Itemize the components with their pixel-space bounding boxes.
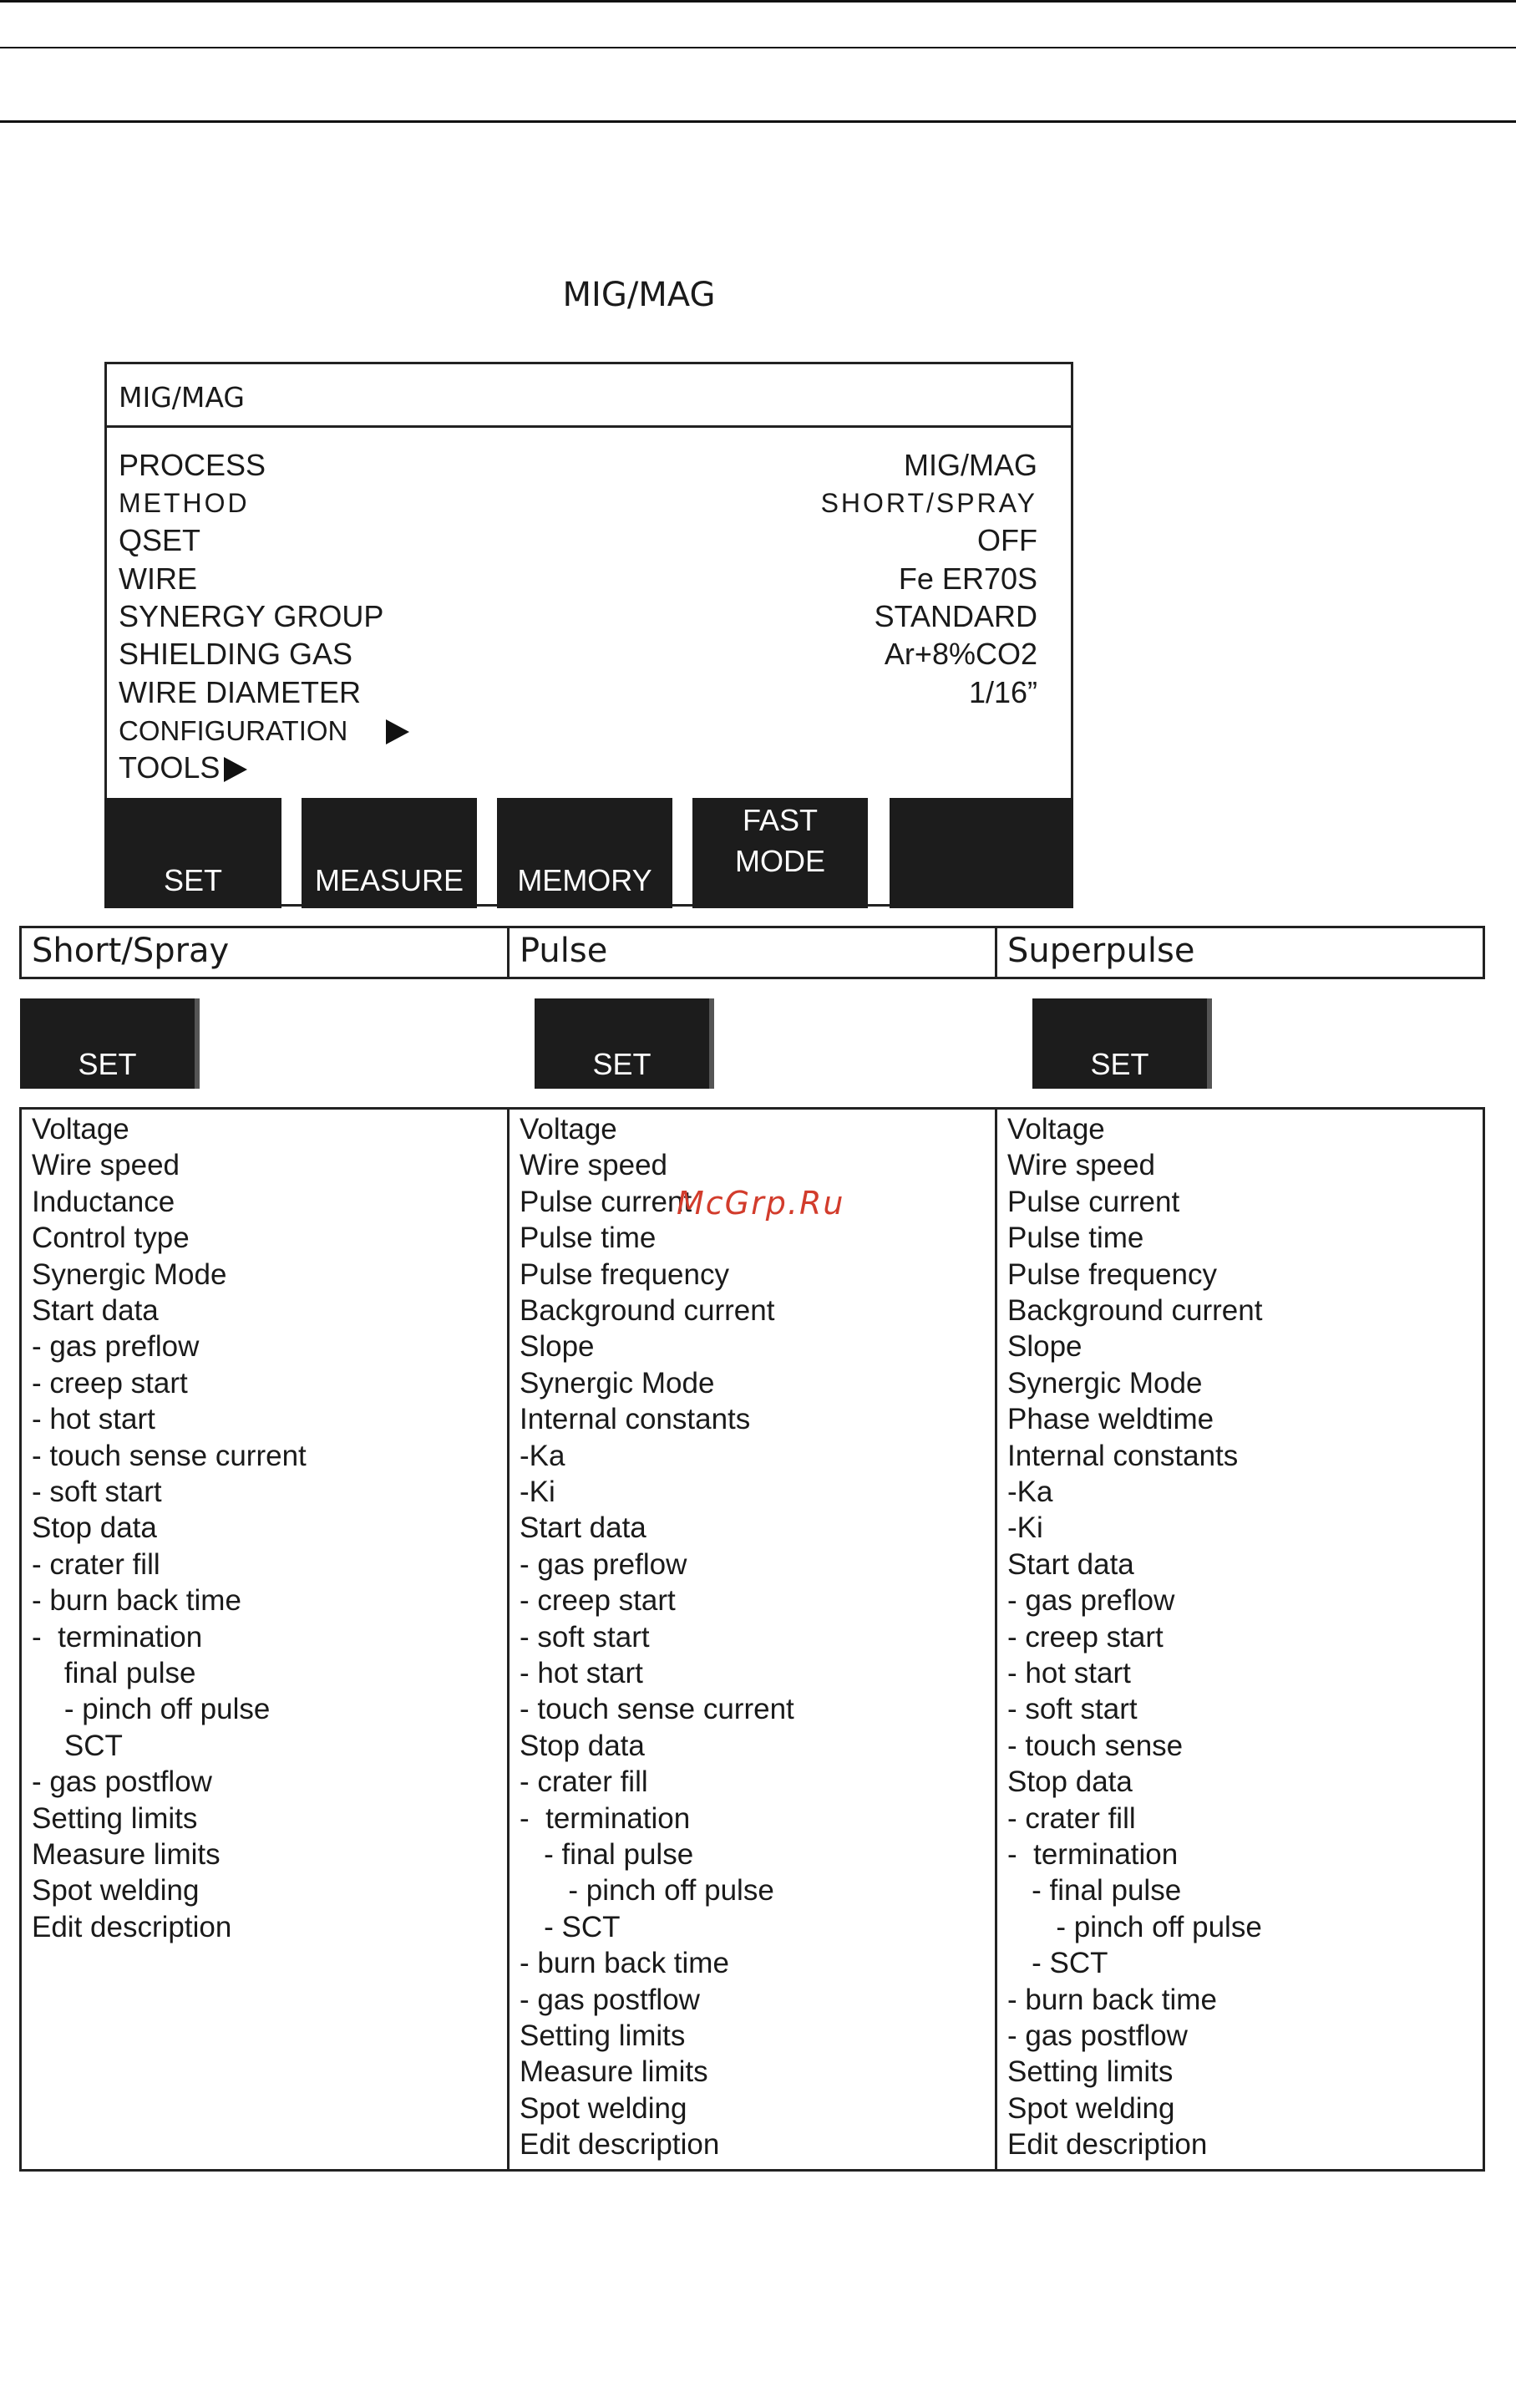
softkey-label: SET: [163, 863, 222, 897]
list-item: - hot start: [1007, 1657, 1131, 1689]
list-item: Control type: [32, 1222, 190, 1255]
list-item: - touch sense current: [520, 1693, 794, 1726]
list-item: - soft start: [32, 1476, 162, 1508]
list-item: Stop data: [520, 1729, 645, 1762]
set-button-short-spray[interactable]: [20, 998, 200, 1089]
menu-value: Fe ER70S: [898, 561, 1037, 596]
softkey-measure[interactable]: [302, 798, 477, 908]
list-item: - creep start: [1007, 1620, 1164, 1654]
list-item: - hot start: [32, 1403, 155, 1436]
list-item: - termination: [1007, 1838, 1179, 1871]
list-item: - crater fill: [520, 1765, 648, 1799]
list-item: -Ka: [1007, 1476, 1053, 1508]
menu-row-tools[interactable]: [119, 750, 1037, 789]
list-item: - creep start: [520, 1584, 676, 1618]
header-rule-1: [0, 47, 1516, 48]
menu-label: METHOD: [119, 488, 250, 518]
menu-label: WIRE DIAMETER: [119, 675, 362, 709]
softkey-blank[interactable]: [890, 798, 1073, 908]
watermark: McGrp.Ru: [677, 1185, 845, 1222]
list-item: - creep start: [32, 1366, 188, 1400]
list-item: Voltage: [1007, 1113, 1105, 1146]
list-item: Inductance: [32, 1185, 175, 1218]
column-heading-superpulse: [995, 926, 1485, 979]
parameter-list-short-spray: [19, 1107, 510, 2172]
menu-row-qset[interactable]: [119, 523, 1037, 561]
list-item: Voltage: [32, 1113, 129, 1146]
list-item: - burn back time: [32, 1584, 241, 1618]
list-item: final pulse: [32, 1657, 196, 1689]
menu-value: SHORT/SPRAY: [820, 488, 1037, 518]
menu-row-synergy-group[interactable]: [119, 599, 1037, 638]
list-item: Internal constants: [520, 1403, 751, 1436]
list-item: Stop data: [1007, 1765, 1133, 1799]
softkey-label: MODE: [735, 844, 825, 878]
list-item: Background current: [520, 1294, 775, 1327]
list-item: -Ka: [520, 1439, 565, 1472]
list-item: - termination: [32, 1620, 203, 1654]
column-heading-pulse: [507, 926, 997, 979]
set-button-pulse[interactable]: [535, 998, 714, 1089]
menu-value: Ar+8%CO2: [884, 637, 1037, 671]
set-button-label: SET: [78, 1047, 137, 1081]
list-item: Setting limits: [520, 2019, 686, 2052]
list-item: Slope: [1007, 1330, 1082, 1364]
list-item: Pulse frequency: [1007, 1257, 1217, 1291]
list-item: - touch sense current: [32, 1439, 307, 1472]
list-item: -Ki: [1007, 1511, 1043, 1545]
list-item: -Ki: [520, 1476, 555, 1508]
menu-label: TOOLS: [119, 750, 221, 785]
set-button-label: SET: [1090, 1047, 1149, 1081]
column-heading-label: Pulse: [520, 932, 608, 970]
list-item: - SCT: [520, 1910, 621, 1943]
list-item: - crater fill: [32, 1547, 160, 1581]
list-item: Wire speed: [1007, 1149, 1156, 1182]
list-item: Wire speed: [32, 1149, 180, 1182]
list-item: Background current: [1007, 1294, 1263, 1327]
list-item: - gas postflow: [32, 1765, 212, 1799]
list-item: - final pulse: [1007, 1874, 1182, 1908]
list-item: Pulse frequency: [520, 1257, 729, 1291]
list-item: Synergic Mode: [32, 1257, 227, 1291]
softkey-memory[interactable]: [497, 798, 672, 908]
list-item: Phase weldtime: [1007, 1403, 1214, 1436]
softkey-label: MEMORY: [517, 863, 652, 897]
column-heading-short-spray: [19, 926, 510, 979]
menu-value: MIG/MAG: [904, 448, 1037, 482]
list-item: Slope: [520, 1330, 595, 1364]
list-item: Spot welding: [520, 2091, 687, 2125]
menu-label: PROCESS: [119, 448, 266, 482]
list-item: Edit description: [520, 2128, 720, 2162]
list-item: Spot welding: [32, 1874, 200, 1908]
menu-value: 1/16”: [968, 675, 1037, 709]
menu-label: SYNERGY GROUP: [119, 599, 384, 633]
menu-row-wire-diameter[interactable]: [119, 675, 1037, 714]
set-button-superpulse[interactable]: [1032, 998, 1212, 1089]
list-item: Pulse current: [520, 1185, 692, 1218]
menu-row-process[interactable]: [119, 448, 1037, 486]
menu-label: CONFIGURATION: [119, 715, 348, 746]
list-item: Internal constants: [1007, 1439, 1239, 1472]
menu-row-method[interactable]: [119, 488, 1037, 526]
list-item: - soft start: [520, 1620, 650, 1654]
list-item: Pulse time: [1007, 1222, 1144, 1255]
list-item: - touch sense: [1007, 1729, 1184, 1762]
menu-row-configuration[interactable]: [119, 715, 1037, 754]
column-heading-label: Short/Spray: [32, 932, 230, 970]
list-item: Edit description: [32, 1910, 232, 1943]
parameter-list-pulse: [507, 1107, 997, 2172]
top-rule: [0, 0, 1516, 3]
menu-value: OFF: [977, 523, 1037, 557]
softkey-bar: [104, 798, 1073, 908]
list-item: Measure limits: [32, 1838, 221, 1871]
list-item: - gas postflow: [520, 1983, 700, 2016]
list-item: Measure limits: [520, 2055, 708, 2089]
list-item: Voltage: [520, 1113, 617, 1146]
list-item: - termination: [520, 1801, 691, 1835]
menu-value: STANDARD: [874, 599, 1037, 633]
screen-title: MIG/MAG: [119, 381, 245, 414]
set-button-label: SET: [592, 1047, 652, 1081]
list-item: Wire speed: [520, 1149, 668, 1182]
column-heading-label: Superpulse: [1007, 932, 1195, 970]
list-item: Synergic Mode: [520, 1366, 715, 1400]
page-title: MIG/MAG: [562, 276, 716, 314]
menu-label: QSET: [119, 523, 201, 557]
list-item: Synergic Mode: [1007, 1366, 1203, 1400]
submenu-arrow-icon: [386, 719, 409, 744]
list-item: - SCT: [1007, 1947, 1108, 1980]
menu-row-shielding-gas[interactable]: [119, 637, 1037, 675]
list-item: Start data: [1007, 1547, 1134, 1581]
header-rule-2: [0, 120, 1516, 123]
softkey-label: FAST: [742, 803, 819, 837]
list-item: - burn back time: [1007, 1983, 1217, 2016]
list-item: Setting limits: [32, 1801, 198, 1835]
screen-header: [107, 364, 1071, 428]
list-item: - gas preflow: [520, 1547, 687, 1581]
softkey-fast-mode[interactable]: [692, 798, 868, 908]
list-item: Start data: [32, 1294, 159, 1327]
list-item: - crater fill: [1007, 1801, 1136, 1835]
list-item: - final pulse: [520, 1838, 694, 1871]
list-item: - pinch off pulse: [32, 1693, 271, 1726]
list-item: - hot start: [520, 1657, 643, 1689]
softkey-set[interactable]: [104, 798, 281, 908]
list-item: Setting limits: [1007, 2055, 1174, 2089]
parameter-list-superpulse: [995, 1107, 1485, 2172]
list-item: - pinch off pulse: [1007, 1910, 1262, 1943]
list-item: - pinch off pulse: [520, 1874, 774, 1908]
list-item: - gas postflow: [1007, 2019, 1188, 2052]
list-item: SCT: [32, 1729, 123, 1762]
list-item: - soft start: [1007, 1693, 1138, 1726]
list-item: Stop data: [32, 1511, 157, 1545]
list-item: Spot welding: [1007, 2091, 1175, 2125]
menu-row-wire[interactable]: [119, 561, 1037, 600]
menu-label: WIRE: [119, 561, 197, 596]
list-item: Pulse current: [1007, 1185, 1180, 1218]
menu-label: SHIELDING GAS: [119, 637, 353, 671]
list-item: Edit description: [1007, 2128, 1208, 2162]
list-item: - burn back time: [520, 1947, 729, 1980]
list-item: - gas preflow: [32, 1330, 200, 1364]
list-item: - gas preflow: [1007, 1584, 1175, 1618]
submenu-arrow-icon: [224, 757, 247, 782]
softkey-label: MEASURE: [314, 863, 464, 897]
list-item: Start data: [520, 1511, 646, 1545]
list-item: Pulse time: [520, 1222, 657, 1255]
